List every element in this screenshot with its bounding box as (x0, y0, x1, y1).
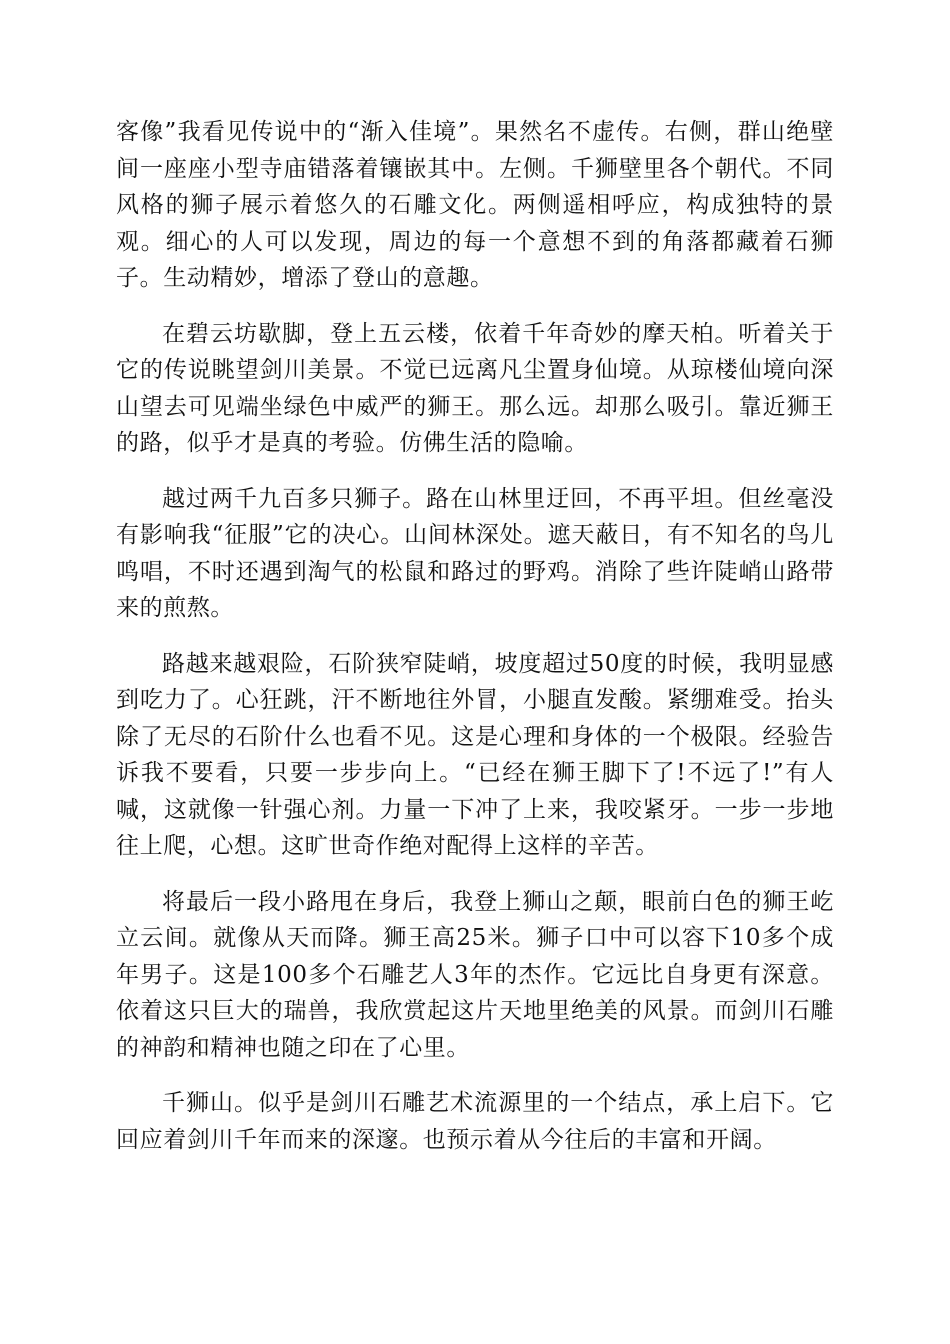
article-body (116, 114, 834, 1177)
paragraph-6: 千狮山。似乎是剑川石雕艺术流源里的一个结点，承上启下。它回应着剑川千年而来的深邃。也预示着从今往后的丰富和开阔。 (116, 1090, 834, 1153)
paragraph-5: 将最后一段小路甩在身后，我登上狮山之颠，眼前白色的狮王屹立云间。就像从天而降。狮王高25米。狮子口中可以容下10多个成年男子。这是100多个石雕艺人3年的杰作。它远比自身更有深意。依着这只巨大的瑞兽，我欣赏起这片天地里绝美的风景。而剑川石雕的神韵和精神也随之印在了心里。 (116, 888, 834, 1061)
paragraph-4: 路越来越艰险，石阶狭窄陡峭，坡度超过50度的时候，我明显感到吃力了。心狂跳，汗不断地往外冒，小腿直发酸。紧绷难受。抬头除了无尽的石阶什么也看不见。这是心理和身体的一个极限。经验告诉我不要看，只要一步步向上。“已经在狮王脚下了!不远了!”有人喊，这就像一针强心剂。力量一下冲了上来，我咬紧牙。一步一步地往上爬，心想。这旷世奇作绝对配得上这样的辛苦。 (116, 650, 834, 859)
paragraph-3: 越过两千九百多只狮子。路在山林里迂回，不再平坦。但丝毫没有影响我“征服”它的决心。山间林深处。遮天蔽日，有不知名的鸟儿鸣唱，不时还遇到淘气的松鼠和路过的野鸡。消除了些许陡峭山路带来的煎熬。 (116, 485, 834, 621)
paragraph-1: 客像”我看见传说中的“渐入佳境”。果然名不虚传。右侧，群山绝壁间一座座小型寺庙错落着镶嵌其中。左侧。千狮壁里各个朝代。不同风格的狮子展示着悠久的石雕文化。两侧遥相呼应，构成独特的景观。细心的人可以发现，周边的每一个意想不到的角落都藏着石狮子。生动精妙，增添了登山的意趣。 (116, 119, 834, 291)
paragraph-2: 在碧云坊歇脚，登上五云楼，依着千年奇妙的摩天柏。听着关于它的传说眺望剑川美景。不觉已远离凡尘置身仙境。从琼楼仙境向深山望去可见端坐绿色中威严的狮王。那么远。却那么吸引。靠近狮王的路，似乎才是真的考验。仿佛生活的隐喻。 (116, 320, 834, 456)
